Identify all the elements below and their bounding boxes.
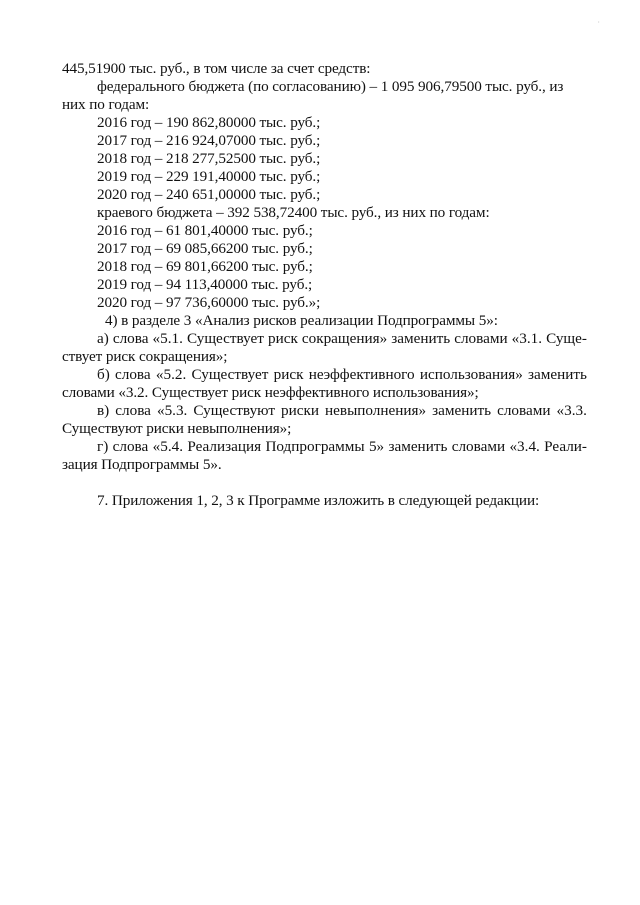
word: 5» xyxy=(368,438,385,455)
word: «3.3. xyxy=(556,402,587,419)
text-line-federal-budget: федерального бюджета (по согласованию) – 1 095 906,79500 тыс. руб., из xyxy=(97,78,564,95)
regional-year-2017: 2017 год – 69 085,66200 тыс. руб.; xyxy=(97,240,313,257)
regional-year-2018: 2018 год – 69 801,66200 тыс. руб.; xyxy=(97,258,313,275)
word: Существует xyxy=(186,330,264,347)
federal-year-2016: 2016 год – 190 862,80000 тыс. руб.; xyxy=(97,114,321,131)
word: Существуют xyxy=(193,402,275,419)
item-a-line-1 xyxy=(97,330,587,348)
word: слова xyxy=(112,330,149,347)
word: «5.1. xyxy=(152,330,183,347)
word: риски xyxy=(281,402,319,419)
word: сокращения» xyxy=(301,330,388,347)
item-b-line-2: словами «3.2. Существует риск неэффективного использования»; xyxy=(62,384,479,401)
section-7-heading: 7. Приложения 1, 2, 3 к Программе изложить в следующей редакции: xyxy=(97,492,540,509)
word: Реализация xyxy=(187,438,262,455)
word: риск xyxy=(267,330,298,347)
item-v-line-2: Существуют риски невыполнения»; xyxy=(62,420,292,437)
word: слова xyxy=(115,402,151,419)
word: «5.2. xyxy=(155,366,187,383)
item-b-line-1 xyxy=(97,366,587,384)
word: Существует xyxy=(191,366,269,383)
word: неэффективного xyxy=(308,366,415,383)
word: заменить xyxy=(528,366,587,383)
word: слова xyxy=(115,366,151,383)
federal-year-2017: 2017 год – 216 924,07000 тыс. руб.; xyxy=(97,132,321,149)
word: а) xyxy=(97,330,109,347)
word: б) xyxy=(97,366,110,383)
text-line-3: них по годам: xyxy=(62,96,150,113)
word: словами xyxy=(497,402,551,419)
word: словами xyxy=(454,330,508,347)
federal-year-2019: 2019 год – 229 191,40000 тыс. руб.; xyxy=(97,168,321,185)
word: Суще- xyxy=(546,330,587,347)
text-line-regional-budget: краевого бюджета – 392 538,72400 тыс. руб., из них по годам: xyxy=(97,204,490,221)
regional-year-2019: 2019 год – 94 113,40000 тыс. руб.; xyxy=(97,276,313,293)
word: использования» xyxy=(419,366,523,383)
word: Реали- xyxy=(544,438,587,455)
word: «3.4. xyxy=(509,438,540,455)
word: «3.1. xyxy=(511,330,543,347)
word: заменить xyxy=(391,330,451,347)
item-g-line-1 xyxy=(97,438,587,456)
item-a-line-2: ствует риск сокращения»; xyxy=(62,348,228,365)
word: «5.4. xyxy=(152,438,183,455)
word: слова xyxy=(112,438,149,455)
text-line-1: 445,51900 тыс. руб., в том числе за счет средств: xyxy=(62,60,371,77)
word: заменить xyxy=(388,438,448,455)
federal-year-2020: 2020 год – 240 651,00000 тыс. руб.; xyxy=(97,186,321,203)
item-v-line-1 xyxy=(97,402,587,420)
word: заменить xyxy=(432,402,492,419)
word: «5.3. xyxy=(156,402,188,419)
section-3-heading: 4) в разделе 3 «Анализ рисков реализации Подпрограммы 5»: xyxy=(105,312,498,329)
word: г) xyxy=(97,438,109,455)
word: в) xyxy=(97,402,110,419)
regional-year-2020: 2020 год – 97 736,60000 тыс. руб.»; xyxy=(97,294,321,311)
item-g-line-2: зация Подпрограммы 5». xyxy=(62,456,222,473)
regional-year-2016: 2016 год – 61 801,40000 тыс. руб.; xyxy=(97,222,313,239)
word: невыполнения» xyxy=(325,402,427,419)
federal-year-2018: 2018 год – 218 277,52500 тыс. руб.; xyxy=(97,150,321,167)
word: Подпрограммы xyxy=(265,438,365,455)
scan-mark: · xyxy=(597,18,600,27)
word: словами xyxy=(451,438,506,455)
word: риск xyxy=(273,366,304,383)
